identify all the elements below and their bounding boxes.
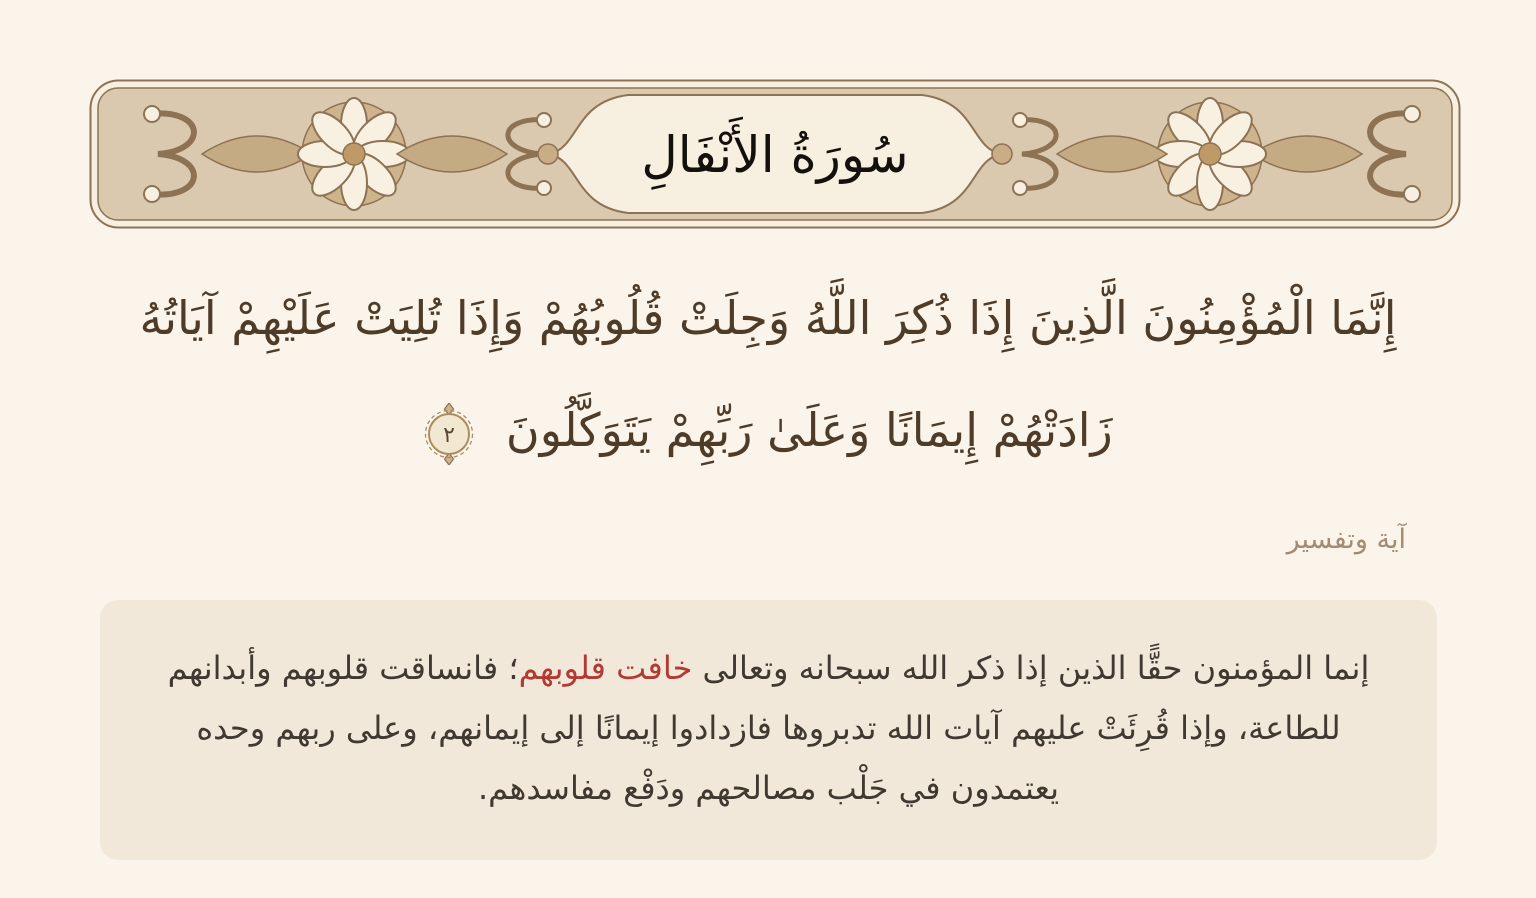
tafsir-text-before: إنما المؤمنون حقًّا الذين إذا ذكر الله سبحانه وتعالى bbox=[692, 649, 1370, 687]
verse-block bbox=[0, 262, 1536, 486]
tafsir-box bbox=[100, 600, 1437, 860]
verse-line-1: إِنَّمَا الْمُؤْمِنُونَ الَّذِينَ إِذَا ذُكِرَ اللَّهُ وَجِلَتْ قُلُوبُهُمْ وَإِذَا تُلِيَتْ عَلَيْهِمْ آيَاتُهُ bbox=[139, 291, 1397, 345]
tafsir-text-after: ؛ فانساقت قلوبهم وأبدانهم للطاعة، وإذا قُرِئَتْ عليهم آيات الله تدبروها فازدادوا إيمانًا إلى إيمانهم، وعلى ربهم وحده يعتمدون في جَلْب مصالحهم ودَفْع مفاسدهم. bbox=[167, 649, 1341, 807]
tafsir-text bbox=[100, 600, 1437, 818]
arabesque-border-icon bbox=[88, 78, 1462, 230]
verse-line-2-text: زَادَتْهُمْ إِيمَانًا وَعَلَىٰ رَبِّهِمْ يَتَوَكَّلُونَ bbox=[505, 403, 1113, 457]
verse-line-2 bbox=[0, 374, 1536, 486]
section-label: آية وتفسير bbox=[1286, 524, 1406, 555]
tafsir-highlight: خافت قلوبهم bbox=[518, 649, 693, 687]
ayah-number: ٢ bbox=[443, 422, 456, 448]
surah-header-banner bbox=[88, 78, 1462, 230]
surah-title: سُورَةُ الأَنْفَالِ bbox=[641, 126, 909, 184]
ayah-number-medallion-icon bbox=[423, 403, 475, 465]
